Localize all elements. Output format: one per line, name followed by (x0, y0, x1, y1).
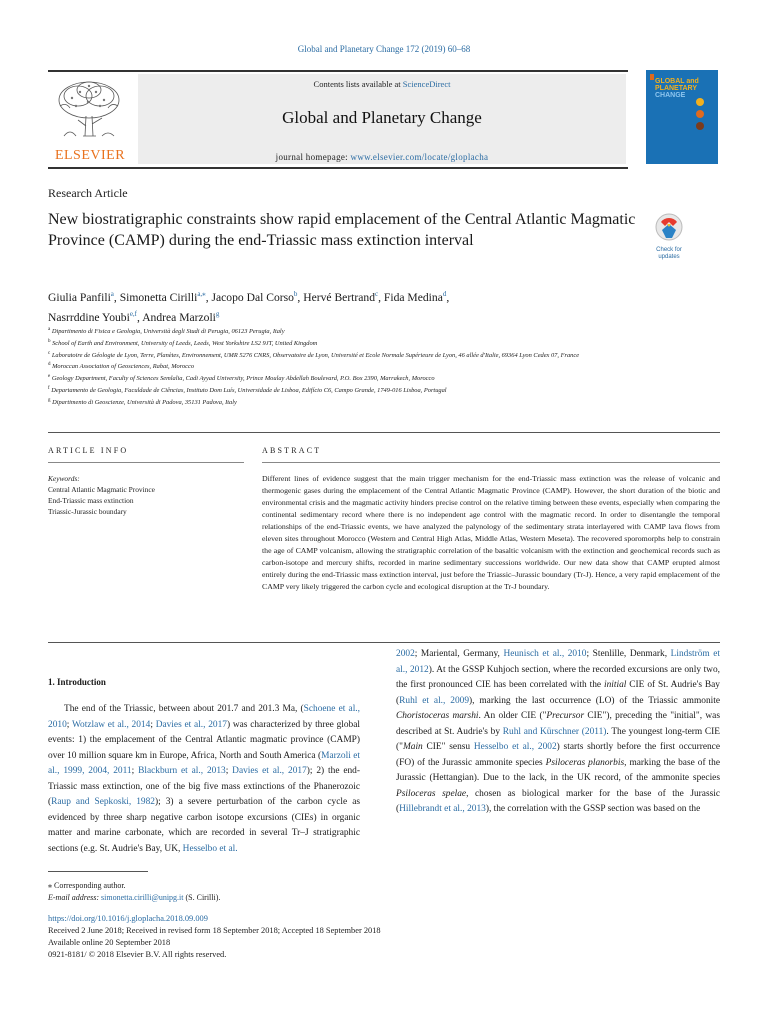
author-name: Jacopo Dal Corso (211, 290, 294, 304)
affiliation-item (48, 372, 638, 384)
affiliation-key: b (48, 338, 51, 344)
article-info-rule (48, 462, 244, 463)
affiliation-key: a (48, 327, 51, 332)
cover-title-line2: PLANETARY (655, 85, 697, 92)
italic-term: Choristoceras marshi (396, 711, 479, 721)
body-text: ) starts shortly before the first occurrence (FO) of the Jurassic ammonite species (396, 742, 720, 768)
body-text: ; Stenlille, Denmark, (586, 649, 671, 659)
cover-title-line3: CHANGE (655, 92, 686, 99)
corresponding-author-note: ⁎ Corresponding author. (48, 881, 126, 890)
affiliation-text: Moroccan Association of Geosciences, Rabat, Morocco (50, 363, 195, 371)
citation-link[interactable]: Davies et al., 2017 (155, 719, 227, 730)
affiliation-item (48, 384, 638, 396)
homepage-line: journal homepage: www.elsevier.com/locate/gloplacha (275, 152, 489, 162)
section-rule-bottom (48, 642, 720, 643)
abstract-rule (262, 462, 720, 463)
body-text: ; Mariental, Germany, (414, 649, 504, 659)
author-separator: , (378, 290, 384, 304)
masthead-rule-bottom (48, 167, 628, 169)
affiliation-item (48, 325, 638, 337)
affiliation-key: g (48, 397, 51, 403)
masthead-rule-top (48, 70, 628, 72)
body-text: ; (150, 719, 156, 730)
cover-marker-icon (650, 74, 654, 80)
author-name: Simonetta Cirilli (119, 290, 198, 304)
body-text: ; (131, 766, 139, 776)
abstract-heading: ABSTRACT (262, 446, 322, 455)
keywords-label: Keywords: (48, 474, 80, 483)
italic-term: initial (603, 680, 627, 690)
body-text: ); 3) a severe perturbation of the carbon cycle as evidenced by three sharp negative carbon isotope excursions (CIEs) in organic matter and marine carbonate, which are recorded in several Tr–J stratigraphic sections (e.g. St. Audrie's Bay, UK, (48, 797, 360, 854)
journal-cover[interactable] (646, 70, 718, 164)
keyword-item: Central Atlantic Magmatic Province (48, 485, 155, 494)
author-affiliation-mark[interactable]: d (442, 290, 447, 298)
author-affiliation-mark[interactable]: a (110, 290, 114, 298)
affiliation-key: d (48, 362, 51, 368)
email-note: E-mail address: simonetta.cirilli@unipg.it (S. Cirilli). (48, 892, 221, 902)
journal-name: Global and Planetary Change (282, 108, 482, 127)
body-text: , chosen as biological marker for the base of the Jurassic ( (396, 788, 721, 814)
cover-globe-icon (693, 96, 707, 132)
author-separator: , (205, 290, 212, 304)
journal-citation[interactable]: Global and Planetary Change 172 (2019) 60–68 (297, 44, 471, 54)
sciencedirect-link[interactable]: ScienceDirect (402, 79, 451, 89)
email-link[interactable]: simonetta.cirilli@unipg.it (101, 892, 184, 902)
intro-column-left (48, 702, 360, 857)
crossmark-badge[interactable] (648, 212, 690, 258)
affiliation-item (48, 349, 638, 361)
italic-term: Psiloceras planorbis (545, 757, 625, 768)
body-text: CIE" sensu (422, 742, 474, 752)
affiliation-list (48, 325, 638, 408)
affiliation-text: Dipartimento di Geoscienze, Università di Padova, 35131 Padova, Italy (50, 399, 237, 407)
keyword-item: Triassic-Jurassic boundary (48, 507, 127, 516)
copyright-line: 0921-8181/ © 2018 Elsevier B.V. All rights reserved. (48, 950, 227, 959)
author-name: Giulia Panfili (48, 290, 111, 304)
affiliation-key: f (48, 386, 50, 392)
author-affiliation-mark[interactable]: g (215, 309, 220, 318)
citation-link[interactable]: Raup and Sepkoski, 1982 (51, 797, 155, 807)
affiliation-item (48, 360, 638, 372)
abstract-text: Different lines of evidence suggest that the main trigger mechanism for the end-Triassic mass extinction was the release of volcanic and thermogenic gases during the emplacement of the Central Atlantic Magmatic Province (CAMP). However, the short duration of the biotic and environmental crisis and the magmatic activity hinders precise control on the relative timing between these events, especially when comparing the continental sedimentary record where there is no independent age control with the magmatic record. In order to disentangle the temporal relationships of the end-Triassic events, we have analyzed the palynology of the sedimentary strata interlayered with CAMP lava flows from eleven sites throughout Morocco (Western and Central High Atlas, Middle Atlas, Western Meseta). The recovered sporomorphs help to constrain the age of CAMP volcanism, allowing the stratigraphic correlation of the basaltic volcanism with the extinction and geochemical records such as carbon-isotope and mercury shifts, recorded in marine sedimentary successions worldwide. Our new data show that CAMP erupted almost entirely during the end-Triassic mass extinction interval, just before the Triassic–Jurassic boundary (Tr-J). Hence, a very rapid emplacement of the CAMP very likely triggered the carbon cycle and ecological disruption at the Tr-J boundary. (262, 474, 720, 591)
cover-title-line1: GLOBAL and (655, 78, 699, 85)
affiliation-item (48, 396, 638, 408)
footnotes (48, 880, 448, 903)
body-text: The end of the Triassic, between about 201.7 and 201.3 Ma, ( (64, 704, 304, 714)
intro-column-right (396, 647, 720, 818)
body-text: ; (225, 766, 233, 776)
affiliation-text: School of Earth and Environment, University of Leeds, Leeds, West Yorkshire LS2 9JT, United Kingdom (50, 339, 318, 347)
citation-link[interactable]: Hesselbo et al. (182, 843, 238, 854)
body-text: . The youngest long-term CIE (" (396, 726, 721, 752)
crossmark-label: Check for updates (656, 247, 682, 260)
body-text: CIE of St. Audrie's Bay ( (396, 680, 720, 706)
italic-term: Main (402, 742, 423, 752)
affiliation-text: Laboratoire de Géologie de Lyon, Terre, Planètes, Environnement, UMR 5276 CNRS, Observatoire de Lyon, Université et Ecole Normale Supérieure de Lyon, 46 allée d'Italie, 69364 Lyon Cedex 07, France (50, 351, 580, 359)
publication-info (48, 913, 548, 961)
section-heading-introduction: 1. Introduction (48, 677, 106, 687)
body-text: , marking the base of the Jurassic (Hettangian). Due to the lack, in the UK record, of the ammonite species (396, 757, 720, 783)
crossmark-icon (648, 212, 690, 242)
elsevier-wordmark: ELSEVIER (54, 148, 126, 163)
online-date: Available online 20 September 2018 (48, 938, 171, 947)
citation-link[interactable]: Ruhl et al., 2009 (399, 695, 470, 706)
body-text: ) was characterized by three global events: 1) the emplacement of the Central Atlantic magmatic province (CAMP) over 10 million square km in Europe, Africa, North and South America ( (48, 719, 361, 761)
citation-link[interactable]: Schoene et al., 2010 (48, 704, 360, 730)
body-text: ; (66, 719, 72, 730)
body-text: . An older CIE (" (478, 711, 547, 721)
doi-link[interactable]: https://doi.org/10.1016/j.gloplacha.2018.09.009 (48, 914, 208, 923)
affiliation-key: c (48, 350, 51, 356)
citation-link[interactable]: Wotzlaw et al., 2014 (71, 719, 151, 730)
homepage-link[interactable]: www.elsevier.com/locate/gloplacha (350, 152, 489, 162)
affiliation-key: e (48, 374, 51, 380)
author-affiliation-mark[interactable]: e,f (129, 309, 138, 318)
received-dates: Received 2 June 2018; Received in revised form 18 September 2018; Accepted 18 September 2018 (48, 926, 381, 935)
citation-link[interactable]: Blackburn et al., 2013 (138, 766, 226, 776)
affiliation-text: Departamento de Geologia, Faculdade de Ciências, Instituto Dom Luís, Universidade de Lisboa, Edifício C6, Campo Grande, 1749-016 Lisboa, Portugal (49, 387, 447, 395)
author-name: Fida Medina (383, 290, 443, 304)
author-affiliation-mark[interactable]: c (375, 290, 379, 298)
author-separator: , (113, 290, 120, 304)
author-name: Hervé Bertrand (303, 290, 376, 304)
citation-link[interactable]: Hillebrandt et al., 2013 (399, 804, 486, 814)
article-title: New biostratigraphic constraints show rapid emplacement of the Central Atlantic Magmatic Province (CAMP) during the end-Triassic mass extinction interval (48, 211, 636, 249)
italic-term: Precursor (546, 711, 585, 721)
author-list (48, 286, 608, 326)
affiliation-item (48, 337, 638, 349)
citation-link[interactable]: Davies et al., 2017 (232, 766, 307, 776)
citation-link[interactable]: Ruhl and Kürschner (2011) (502, 726, 607, 737)
citation-link[interactable]: Heunisch et al., 2010 (503, 649, 587, 659)
body-text: CIE"), preceding the "initial", was described at St. Audrie's by (396, 711, 720, 737)
footnote-rule (48, 871, 148, 872)
author-name: Andrea Marzoli (142, 310, 216, 324)
affiliation-text: Geology Department, Faculty of Sciences Semlalia, Cadi Ayyad University, Prince Moulay Abdellah Boulevard, P.O. Box 2390, Marrakech, Morocco (50, 375, 435, 383)
author-separator: , (137, 310, 143, 324)
keyword-item: End-Triassic mass extinction (48, 496, 134, 505)
author-affiliation-mark[interactable]: b (293, 290, 298, 298)
article-type: Research Article (48, 186, 128, 200)
section-rule-top (48, 432, 720, 433)
keywords-block (48, 473, 244, 517)
affiliation-text: Dipartimento di Fisica e Geologia, Università degli Studi di Perugia, 06123 Perugia, Italy (50, 328, 285, 336)
citation-link[interactable]: Marzoli et al., 1999, 2004, 2011 (48, 750, 360, 776)
author-separator: , (297, 290, 304, 304)
citation-link[interactable]: Lindström et al., 2012 (396, 649, 720, 675)
article-info-heading: ARTICLE INFO (48, 446, 129, 455)
tree-icon (50, 76, 128, 146)
body-text: ), marking the last occurrence (LO) of the Triassic ammonite (469, 695, 721, 706)
italic-term: Psiloceras spelae (396, 788, 467, 799)
author-separator: , (446, 290, 450, 304)
author-affiliation-mark[interactable]: a,⁎ (197, 290, 206, 298)
citation-link[interactable]: 2002 (396, 649, 415, 659)
citation-link[interactable]: Hesselbo et al., 2002 (473, 742, 557, 752)
contents-line: Contents lists available at ScienceDirect (313, 79, 451, 89)
body-text: ), the correlation with the GSSP section was based on the (485, 804, 701, 814)
body-text: ); 2) the end-Triassic mass extinction, one of the big five mass extinctions of the Phanerozoic ( (48, 766, 360, 807)
body-text: ). At the GSSP Kuhjoch section, where the recorded excursions are only two, the first pronounced CIE has been correlated with the (396, 664, 720, 690)
author-name: Nasrrddine Youbi (48, 310, 130, 324)
